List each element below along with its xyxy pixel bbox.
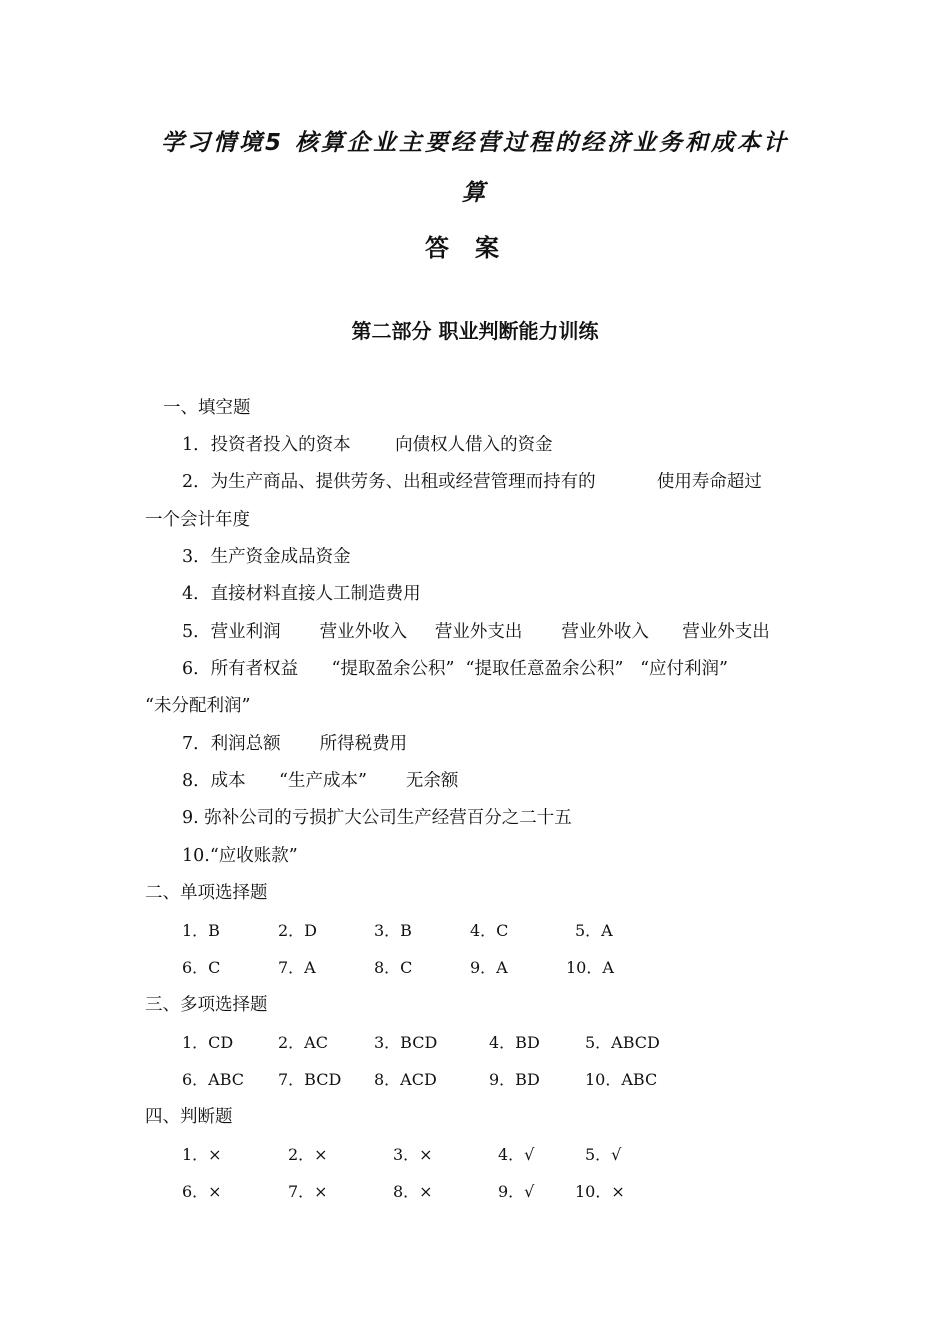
single-choice-answer: 10．A [566,958,614,977]
fill-blank-item: 3．生产资金成品资金 [182,547,351,567]
fill-blank-item: 9. 弥补公司的亏损扩大公司生产经营百分之二十五 [182,808,572,828]
single-choice-answer: 3．B [374,921,412,940]
true-false-answer: 2．× [288,1145,328,1164]
document-title-line2: 算 [462,180,488,206]
true-false-answer: 8．× [393,1182,433,1201]
section-heading-multiple-choice: 三、多项选择题 [145,995,268,1015]
single-choice-answer: 6．C [182,958,221,977]
multiple-choice-answer: 3．BCD [374,1033,438,1052]
fill-blank-item: 6．所有者权益 “提取盈余公积” “提取任意盈余公积” “应付利润” [182,659,729,679]
fill-blank-item: 10.“应收账款” [182,846,298,866]
multiple-choice-answer: 8．ACD [374,1070,437,1089]
multiple-choice-answer: 10．ABC [585,1070,658,1089]
multiple-choice-answer: 2．AC [278,1033,328,1052]
true-false-answer: 10．× [575,1182,625,1201]
single-choice-answer: 5．A [575,921,613,940]
section-heading-fill-blank: 一、填空题 [163,398,251,418]
document-title-line1: 学习情境5 核算企业主要经营过程的经济业务和成本计 [160,130,789,156]
multiple-choice-answer: 6．ABC [182,1070,245,1089]
fill-blank-item: 8．成本 “生产成本” 无余额 [182,771,459,791]
single-choice-answer: 1．B [182,921,220,940]
multiple-choice-answer: 1．CD [182,1033,234,1052]
fill-blank-item: 4．直接材料直接人工制造费用 [182,584,421,604]
multiple-choice-answer: 5．ABCD [585,1033,660,1052]
single-choice-answer: 9．A [470,958,508,977]
multiple-choice-answer: 9．BD [489,1070,540,1089]
true-false-answer: 1．× [182,1145,222,1164]
multiple-choice-answer: 7．BCD [278,1070,342,1089]
multiple-choice-answer: 4．BD [489,1033,540,1052]
single-choice-answer: 2．D [278,921,318,940]
fill-blank-item: 2．为生产商品、提供劳务、出租或经营管理而持有的 使用寿命超过 [182,472,762,492]
true-false-answer: 4．√ [498,1145,535,1164]
part-title: 第二部分 职业判断能力训练 [351,319,599,343]
answer-heading: 答案 [425,234,525,262]
fill-blank-item: 5．营业利润 营业外收入 营业外支出 营业外收入 营业外支出 [182,622,770,642]
true-false-answer: 7．× [288,1182,328,1201]
fill-blank-item-continued: 一个会计年度 [145,510,250,530]
true-false-answer: 6．× [182,1182,222,1201]
fill-blank-item: 1．投资者投入的资本 向债权人借入的资金 [182,435,553,455]
fill-blank-item: 7．利润总额 所得税费用 [182,734,408,754]
true-false-answer: 3．× [393,1145,433,1164]
true-false-answer: 5．√ [585,1145,622,1164]
true-false-answer: 9．√ [498,1182,535,1201]
fill-blank-item-continued: “未分配利润” [145,696,251,716]
single-choice-answer: 8．C [374,958,413,977]
single-choice-answer: 7．A [278,958,316,977]
single-choice-answer: 4．C [470,921,509,940]
section-heading-true-false: 四、判断题 [145,1107,233,1127]
section-heading-single-choice: 二、单项选择题 [145,883,268,903]
